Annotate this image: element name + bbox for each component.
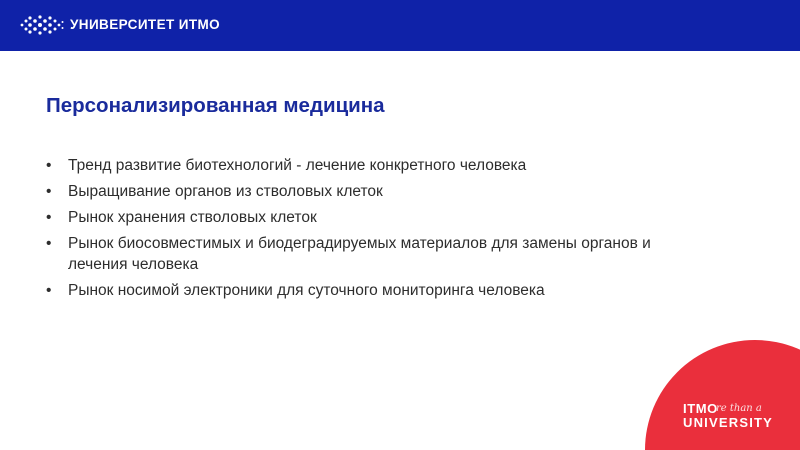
bullet-item: [46, 280, 666, 301]
bullet-dot: •: [46, 235, 52, 252]
bullet-dot: •: [46, 282, 52, 299]
bullet-dot: •: [46, 209, 52, 226]
header-bar: [0, 0, 800, 51]
corner-logo-university: UNIVERSITY: [683, 415, 774, 430]
bullet-text: Тренд развитие биотехнологий - лечение конкретного человека: [68, 157, 527, 174]
brand-name: УНИВЕРСИТЕТ ИТМО: [70, 17, 221, 32]
bullet-list: [46, 155, 666, 306]
bullet-text: Рынок носимой электроники для суточного мониторинга человека: [68, 282, 545, 299]
bullet-item: [46, 155, 666, 176]
bullet-text: Выращивание органов из стволовых клеток: [68, 183, 383, 200]
corner-logo-circle: [645, 340, 800, 450]
itmo-dots-logo-icon: [19, 14, 65, 36]
slide-title: Персонализированная медицина: [46, 94, 385, 117]
corner-logo-itmo: ITMO: [683, 401, 718, 416]
bullet-dot: •: [46, 157, 52, 174]
bullet-item: [46, 181, 666, 202]
bullet-text: Рынок хранения стволовых клеток: [68, 209, 317, 226]
bullet-item: [46, 207, 666, 228]
bullet-dot: •: [46, 183, 52, 200]
bullet-item: [46, 233, 666, 275]
bullet-text: Рынок биосовместимых и биодеградируемых материалов для замены органов и лечения человека: [68, 235, 651, 273]
corner-logo-tagline: re than a: [716, 403, 762, 414]
